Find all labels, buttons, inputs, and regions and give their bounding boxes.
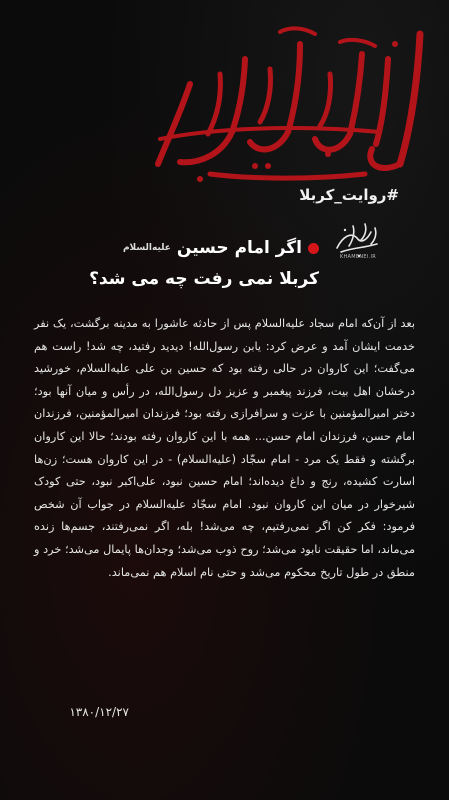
body-paragraph: بعد از آن‌که امام سجاد علیه‌السلام پس از حادثه عاشورا به مدینه برگشت، یک نفر خدمت ایشان آمد و عرض کرد: یابن رسول‌الله! دیدید رفتید، چه شد! راست هم می‌گفت؛ این کاروان در حالی رفته بود که حسین بن علی علیه‌السلام، خورشید درخشان اهل بیت، فرزند پیغمبر و عزیز دل رسول‌الله، در رأس و میان آنها بود؛ دختر امیرالمؤمنین با عزت و سرافرازی رفته بود؛ فرزندان امیرالمؤمنین، فرزندان امام حسن، فرزندان امام حسن... همه با این کاروان رفته بودند؛ حالا این کاروان برگشته و فقط یک مرد - امام سجّاد (علیه‌السلام) - در این کاروان هست؛ زن‌ها اسارت کشیده، رنج و داغ دیده‌اند؛ امام حسین نبود، علی‌اکبر نبود، حتی کودک شیرخوار در میان این کاروان نبود. امام سجّاد علیه‌السلام در جواب آن شخص فرمود: فکر کن اگر نمی‌رفتیم، چه می‌شد! بله، اگر نمی‌رفتند، جسم‌ها زنده می‌ماند، اما حقیقت نابود می‌شد؛ روح ذوب می‌شد؛ وجدان‌ها پایمال می‌شد؛ خرد و منطق در طول تاریخ محکوم می‌شد و حتی نام اسلام هم نمی‌ماند. <box>34 317 415 579</box>
hashtag: #روایت_کربلا <box>299 186 399 204</box>
calligraphy-logo <box>150 14 432 189</box>
title-line-1 <box>59 233 319 264</box>
title-line-2: کربلا نمی رفت چه می شد؟ <box>89 269 319 289</box>
title-honorific: علیه‌السلام <box>122 243 171 253</box>
khamenei-logo-icon <box>331 218 385 268</box>
logo-caption: KHAMENEI.IR <box>339 254 377 260</box>
page-title <box>59 233 319 295</box>
date-label: ۱۳۸۰/۱۲/۲۷ <box>69 705 129 719</box>
bullet-dot-icon <box>308 243 319 254</box>
title-line-1-text: اگر امام حسین <box>176 238 302 258</box>
